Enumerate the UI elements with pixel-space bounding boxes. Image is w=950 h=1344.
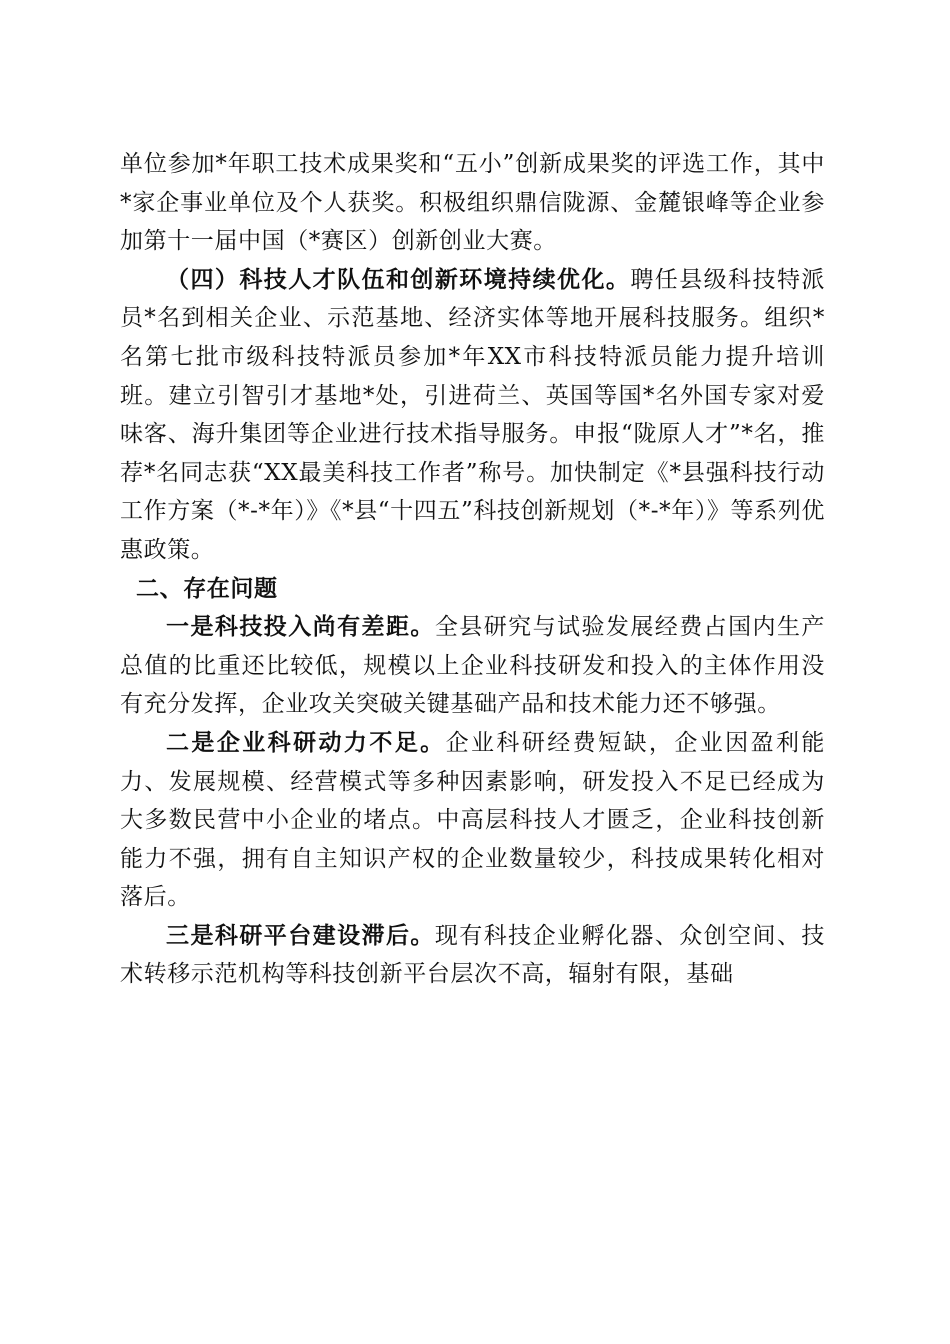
- paragraph-problem-investment: [120, 608, 825, 724]
- paragraph-text: 聘任县级科技特派员*名到相关企业、示范基地、经济实体等地开展科技服务。组织*名第七批市级科技特派员参加*年XX市科技特派员能力提升培训班。建立引智引才基地*处，引进荷兰、英国等国*名外国专家对爱味客、海升集团等企业进行技术指导服务。申报“陇原人才”*名，推荐*名同志获“XX最美科技工作者”称号。加快制定《*县强科技行动工作方案（*-*年）》《*县“十四五”科技创新规划（*-*年）》等系列优惠政策。: [120, 266, 825, 563]
- paragraph-text: 企业科研经费短缺，企业因盈利能力、发展规模、经营模式等多种因素影响，研发投入不足已经成为大多数民营中小企业的堵点。中高层科技人才匮乏，企业科技创新能力不强，拥有自主知识产权的企业数量较少，科技成果转化相对落后。: [120, 729, 825, 911]
- paragraph-lead: 三是科研平台建设滞后。: [166, 921, 435, 949]
- document-body: [120, 145, 825, 994]
- paragraph-problem-enterprise: [120, 724, 825, 917]
- heading-text: 二、存在问题: [136, 575, 278, 602]
- paragraph-text: 单位参加*年职工技术成果奖和“五小”创新成果奖的评选工作，其中*家企事业单位及个人获奖。积极组织鼎信陇源、金麓银峰等企业参加第十一届中国（*赛区）创新创业大赛。: [120, 151, 825, 255]
- paragraph-lead: （四）科技人才队伍和创新环境持续优化。: [166, 265, 631, 293]
- paragraph-awards-continued: [120, 145, 825, 261]
- paragraph-text: 现有科技企业孵化器、众创空间、技术转移示范机构等科技创新平台层次不高，辐射有限，基础: [120, 922, 825, 988]
- paragraph-text: 全县研究与试验发展经费占国内生产总值的比重还比较低，规模以上企业科技研发和投入的主体作用没有充分发挥，企业攻关突破关键基础产品和技术能力还不够强。: [120, 614, 825, 718]
- paragraph-talent-environment: [120, 261, 825, 570]
- paragraph-lead: 一是科技投入尚有差距。: [166, 613, 435, 641]
- paragraph-lead: 二是企业科研动力不足。: [166, 728, 446, 756]
- section-heading-problems: [120, 570, 825, 609]
- paragraph-problem-platform: [120, 917, 825, 994]
